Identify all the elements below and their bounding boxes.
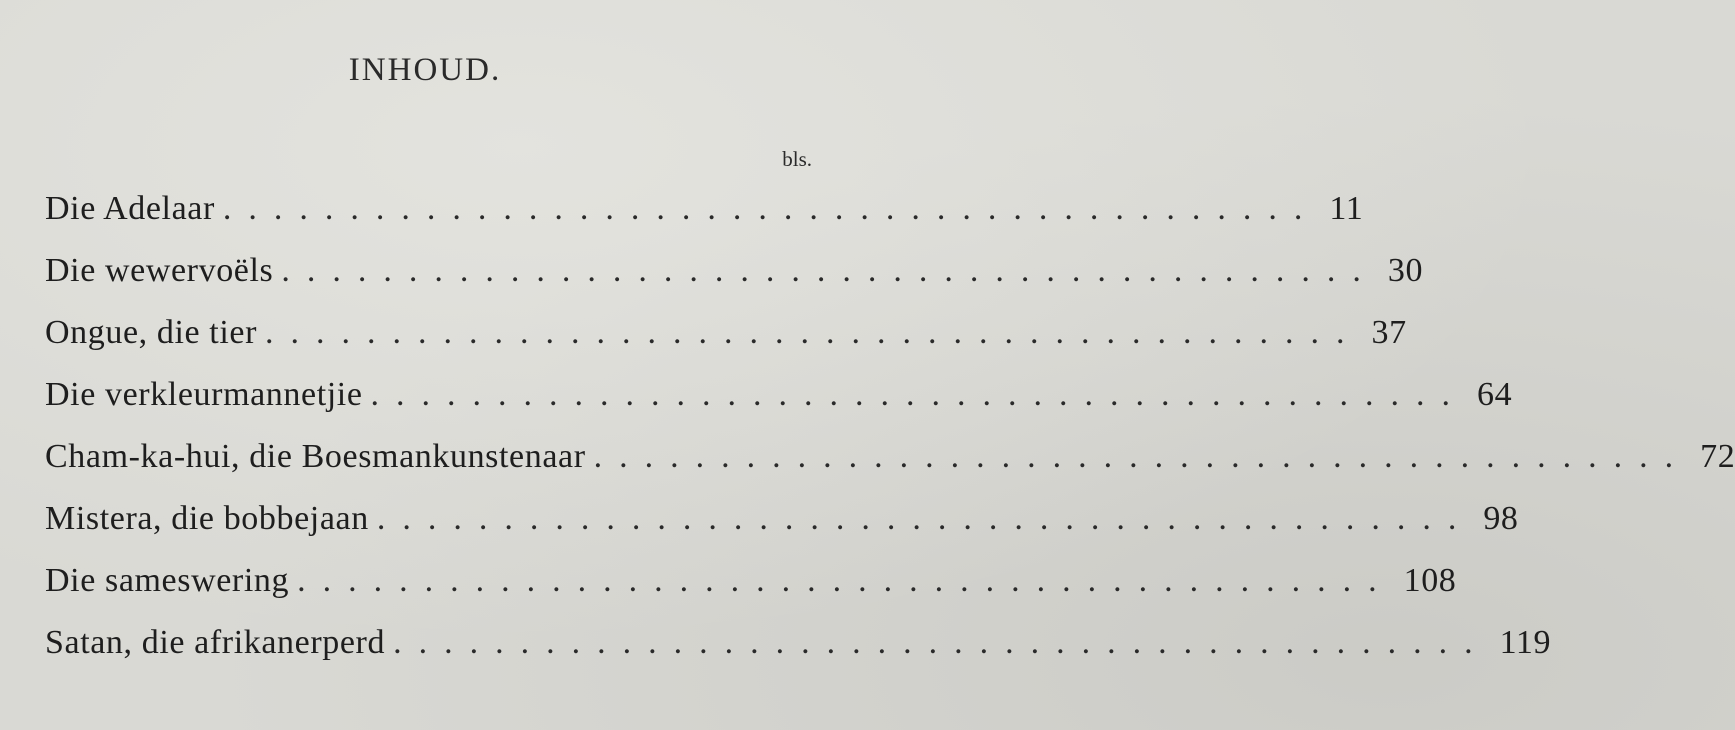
dot-leader: ........................................... xyxy=(281,252,1378,289)
toc-entry-page: 37 xyxy=(1371,314,1407,351)
dot-leader: ........................................... xyxy=(593,438,1691,475)
toc-entry-title: Ongue, die tier xyxy=(45,314,257,351)
toc-entry-page: 64 xyxy=(1477,376,1513,413)
toc-entry xyxy=(45,500,1519,562)
dot-leader: ........................................... xyxy=(393,624,1490,661)
toc-entry-title: Die wewervoëls xyxy=(45,252,274,289)
dot-leader: ........................................... xyxy=(370,376,1468,413)
toc-entry xyxy=(45,562,1457,624)
toc-entry-title: Die verkleurmannetjie xyxy=(45,376,363,413)
toc-entry-page: 108 xyxy=(1403,562,1457,599)
dot-leader: ........................................... xyxy=(376,500,1474,537)
toc-entry xyxy=(45,252,1424,314)
toc-entry-title: Mistera, die bobbejaan xyxy=(45,500,369,537)
toc-entry-page: 11 xyxy=(1329,190,1364,227)
page-title: INHOUD. xyxy=(348,52,502,88)
toc-entry xyxy=(45,376,1513,438)
toc-entry xyxy=(45,438,1735,500)
toc-entry-title: Cham-ka-hui, die Boesmankunstenaar xyxy=(45,438,586,475)
toc-entry-title: Die sameswering xyxy=(45,562,290,599)
toc-entry-title: Satan, die afrikanerperd xyxy=(45,624,386,661)
table-of-contents xyxy=(45,190,1735,686)
dot-leader: ........................................... xyxy=(222,190,1320,227)
toc-entry-page: 119 xyxy=(1499,624,1552,661)
page-column-label: bls. xyxy=(782,147,812,171)
dot-leader: ........................................... xyxy=(265,314,1362,351)
dot-leader: ........................................... xyxy=(297,562,1394,599)
toc-entry xyxy=(45,314,1407,376)
toc-entry-page: 98 xyxy=(1483,500,1519,537)
toc-entry xyxy=(45,190,1364,252)
toc-entry xyxy=(45,624,1552,686)
toc-entry-page: 72 xyxy=(1700,438,1735,475)
toc-entry-title: Die Adelaar xyxy=(45,190,215,227)
toc-entry-page: 30 xyxy=(1387,252,1424,289)
